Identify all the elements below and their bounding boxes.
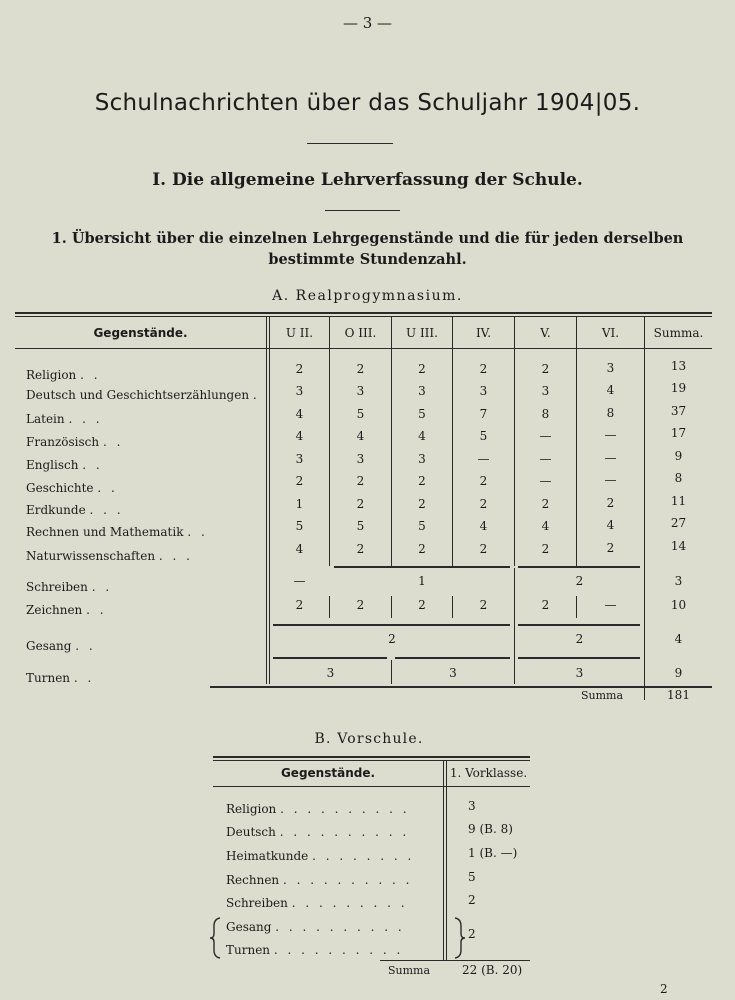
- table-cell: 2: [606, 496, 615, 510]
- grand-total: 181: [667, 688, 690, 702]
- group-brace: [518, 621, 640, 626]
- table-cell: 5: [468, 870, 476, 884]
- table-cell: —: [539, 474, 552, 488]
- table-cell: 2: [541, 362, 550, 376]
- corner-mark: 2: [660, 982, 668, 996]
- table-cell: 2: [356, 474, 365, 488]
- table-cell: 2: [479, 474, 488, 488]
- table-cell: 5: [356, 519, 365, 533]
- left-brace-icon: [208, 916, 222, 960]
- main-title: Schulnachrichten über das Schuljahr 1904|05.: [94, 90, 641, 116]
- subject-label: Heimatkunde . . . . . . . .: [226, 849, 415, 863]
- table-cell: 1 (B. —): [468, 846, 518, 860]
- table-cell: 7: [479, 407, 488, 421]
- section-title: I. Die allgemeine Lehrverfassung der Schule.: [152, 170, 583, 190]
- table-cell: 3: [295, 384, 304, 398]
- subject-label: Deutsch . . . . . . . . . .: [226, 825, 410, 839]
- table-cell: 3: [575, 666, 584, 680]
- subject-label: Gesang . .: [26, 639, 96, 653]
- summa-rule: [380, 960, 530, 961]
- subject-label: Englisch . .: [26, 458, 103, 472]
- table-cell: 2: [468, 927, 476, 941]
- group-brace: [518, 563, 640, 568]
- row-sum: 17: [670, 426, 687, 440]
- grand-total: 22 (B. 20): [462, 963, 523, 977]
- subject-label: Zeichnen . .: [26, 603, 107, 617]
- column-header: 1. Vorklasse.: [449, 766, 528, 780]
- subject-label: Religion . . . . . . . . . .: [226, 802, 410, 816]
- table-cell: 2: [356, 362, 365, 376]
- table-cell: 2: [575, 632, 584, 646]
- table-cell: 2: [479, 542, 488, 556]
- table-cell: 2: [468, 893, 476, 907]
- right-brace-icon: [453, 916, 467, 960]
- table-cell: —: [293, 574, 306, 588]
- table-cell: 3: [356, 384, 365, 398]
- table-cell: 5: [479, 429, 488, 443]
- column-header: U III.: [406, 326, 438, 340]
- subsection-title-line2: bestimmte Stundenzahl.: [268, 251, 467, 268]
- table-cell: 2: [418, 474, 426, 488]
- row-sum: 37: [670, 404, 687, 418]
- table-cell: 5: [418, 519, 426, 533]
- column-header: Gegenstände.: [93, 326, 188, 340]
- subject-label: Turnen . . . . . . . . . .: [226, 943, 404, 957]
- table-a-header-rule: [15, 348, 712, 349]
- subject-label: Latein . . .: [26, 412, 103, 426]
- table-cell: 8: [606, 406, 615, 420]
- row-sum: 10: [670, 598, 687, 612]
- table-cell: 1: [418, 574, 426, 588]
- group-brace: [395, 654, 510, 659]
- table-cell: —: [539, 452, 552, 466]
- table-cell: 3: [449, 666, 457, 680]
- summa-label: Summa: [388, 964, 431, 977]
- table-cell: 2: [541, 497, 550, 511]
- column-header: V.: [540, 326, 551, 340]
- table-cell: 2: [295, 598, 304, 612]
- table-cell: —: [477, 452, 490, 466]
- table-cell: 2: [606, 541, 615, 555]
- group-brace: [273, 654, 387, 659]
- table-cell: 3: [418, 384, 426, 398]
- subsection-title-line1: 1. Übersicht über die einzelnen Lehrgegenstände und die für jeden derselben: [51, 230, 684, 247]
- subject-label: Französisch . .: [26, 435, 124, 449]
- table-cell: 4: [295, 542, 304, 556]
- summa-rule: [210, 686, 712, 688]
- table-cell: 2: [479, 362, 488, 376]
- row-sum: 9: [674, 449, 683, 463]
- table-cell: 4: [606, 383, 615, 397]
- table-a-top-rule: [15, 312, 712, 314]
- row-sum: 9: [674, 666, 683, 680]
- row-sum: 13: [670, 359, 687, 373]
- table-cell: 5: [418, 407, 426, 421]
- subject-label: Schreiben . . . . . . . . .: [226, 896, 408, 910]
- row-sum: 8: [674, 471, 683, 485]
- subject-label: Turnen . .: [26, 671, 95, 685]
- subject-label: Geschichte . .: [26, 481, 118, 495]
- table-cell: 3: [326, 666, 335, 680]
- subject-label: Rechnen . . . . . . . . . .: [226, 873, 413, 887]
- column-header: IV.: [475, 326, 492, 340]
- table-cell: 3: [418, 452, 426, 466]
- table-cell: 2: [356, 497, 365, 511]
- table-cell: 4: [606, 518, 615, 532]
- section-divider: [325, 210, 400, 211]
- subject-label: Rechnen und Mathematik . .: [26, 525, 208, 539]
- table-cell: 1: [295, 497, 304, 511]
- table-cell: 2: [295, 362, 304, 376]
- table-cell: —: [604, 473, 617, 487]
- table-cell: 3: [468, 799, 476, 813]
- subject-label: Naturwissenschaften . . .: [26, 549, 193, 563]
- table-cell: 2: [418, 362, 426, 376]
- column-header: VI.: [601, 326, 620, 340]
- subject-label: Deutsch und Geschichtserzählungen .: [26, 388, 260, 402]
- table-cell: —: [604, 428, 617, 442]
- table-cell: 2: [479, 497, 488, 511]
- table-cell: 4: [479, 519, 488, 533]
- group-brace: [334, 563, 510, 568]
- row-sum: 27: [670, 516, 687, 530]
- row-sum: 11: [670, 494, 687, 508]
- table-cell: 9 (B. 8): [468, 822, 513, 836]
- table-cell: 3: [295, 452, 304, 466]
- table-cell: 3: [606, 361, 615, 375]
- table-cell: 2: [356, 598, 365, 612]
- group-brace: [518, 654, 640, 659]
- table-cell: 3: [479, 384, 488, 398]
- table-cell: 3: [356, 452, 365, 466]
- column-header: O III.: [344, 326, 377, 340]
- table-cell: 8: [541, 407, 550, 421]
- subject-label: Gesang . . . . . . . . . .: [226, 920, 405, 934]
- table-cell: 2: [418, 497, 426, 511]
- table-cell: 4: [418, 429, 426, 443]
- table-cell: 2: [418, 598, 426, 612]
- table-b-title: B. Vorschule.: [314, 731, 424, 747]
- table-cell: —: [604, 598, 617, 612]
- table-cell: 5: [356, 407, 365, 421]
- column-header: Gegenstände.: [280, 766, 376, 780]
- table-cell: 2: [356, 542, 365, 556]
- row-sum: 14: [670, 539, 687, 553]
- table-cell: 2: [295, 474, 304, 488]
- table-cell: 2: [575, 574, 584, 588]
- table-cell: 4: [541, 519, 550, 533]
- table-cell: 2: [479, 598, 488, 612]
- table-cell: —: [604, 451, 617, 465]
- table-a-title: A. Realprogymnasium.: [272, 288, 463, 304]
- row-sum: 19: [670, 381, 687, 395]
- table-cell: 4: [356, 429, 365, 443]
- table-cell: 2: [541, 598, 550, 612]
- title-divider: [307, 143, 393, 144]
- table-cell: 4: [295, 429, 304, 443]
- subject-label: Schreiben . .: [26, 580, 113, 594]
- table-cell: 5: [295, 519, 304, 533]
- table-cell: 2: [388, 632, 396, 646]
- subject-label: Erdkunde . . .: [26, 503, 124, 517]
- page-number: — 3 —: [342, 14, 393, 32]
- table-cell: —: [539, 429, 552, 443]
- table-cell: 2: [418, 542, 426, 556]
- group-brace: [273, 621, 510, 626]
- column-header: U II.: [285, 326, 314, 340]
- summa-label: Summa: [580, 689, 624, 702]
- table-cell: 2: [541, 542, 550, 556]
- table-cell: 3: [541, 384, 550, 398]
- row-sum: 4: [674, 632, 683, 646]
- column-header: Summa.: [653, 326, 704, 340]
- table-cell: 4: [295, 407, 304, 421]
- row-sum: 3: [674, 574, 683, 588]
- subject-label: Religion . .: [26, 368, 101, 382]
